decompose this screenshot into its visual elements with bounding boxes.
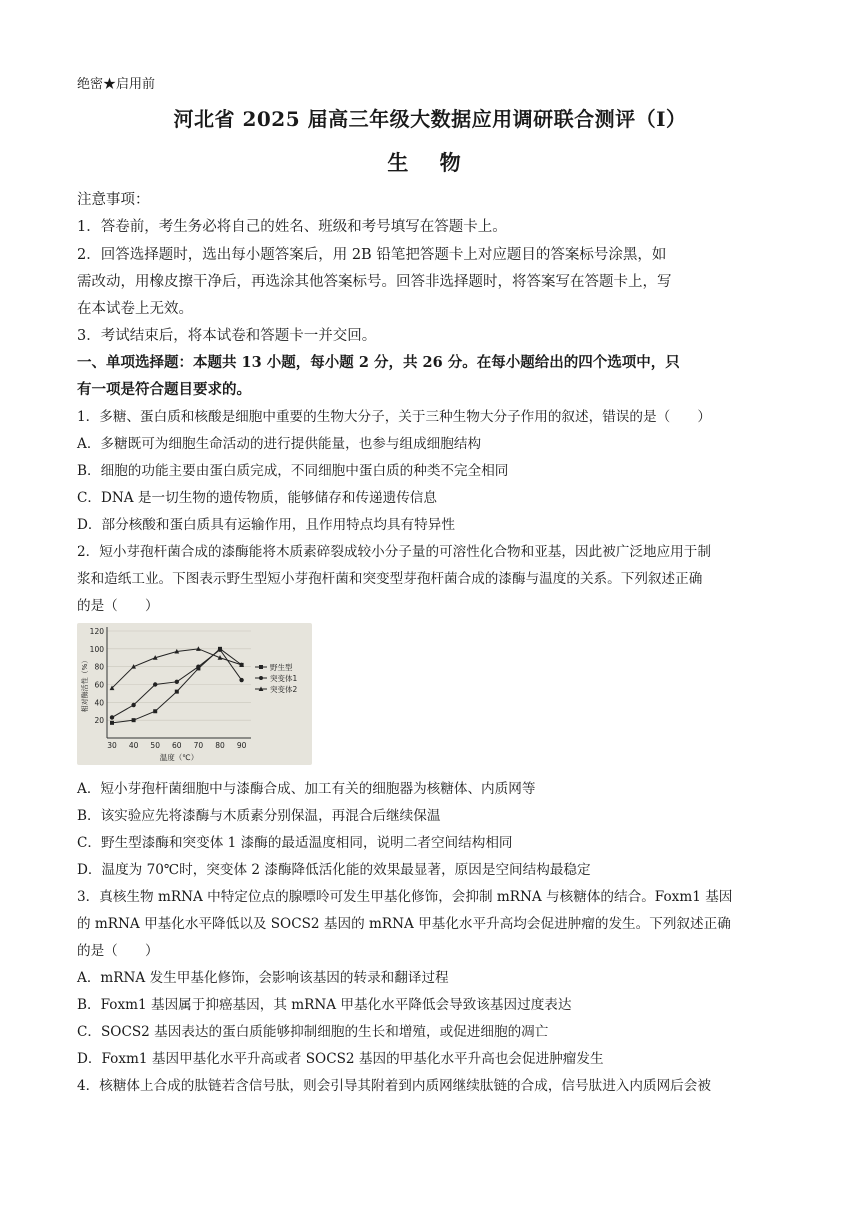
y-tick-label: 120 <box>89 627 104 636</box>
legend-label: 突变体1 <box>270 674 298 683</box>
data-point <box>153 682 157 686</box>
notice-item: 1．答卷前，考生务必将自己的姓名、班级和考号填写在答题卡上。 <box>77 219 507 235</box>
y-tick-label: 60 <box>94 680 104 690</box>
section-heading: 有一项是符合题目要求的。 <box>77 381 251 398</box>
subject-title: 生 物 <box>387 150 473 175</box>
question-option: C．SOCS2 基因表达的蛋白质能够抑制细胞的生长和增殖，或促进细胞的凋亡 <box>77 1024 549 1040</box>
legend-label: 野生型 <box>270 663 293 672</box>
question-stem: 浆和造纸工业。下图表示野生型短小芽孢杆菌和突变型芽孢杆菌合成的漆酶与温度的关系。下列叙述正确 <box>77 571 703 587</box>
question-stem: 的是（ ） <box>77 598 159 614</box>
y-tick-label: 80 <box>94 662 104 672</box>
x-axis-label: 温度（℃） <box>159 753 199 762</box>
legend-marker <box>259 665 263 669</box>
data-point <box>196 646 201 651</box>
data-point <box>196 664 200 668</box>
data-point <box>110 715 114 719</box>
question-option: C．DNA 是一切生物的遗传物质，能够储存和传递遗传信息 <box>77 490 437 506</box>
y-tick-label: 100 <box>89 644 104 654</box>
x-tick-label: 40 <box>128 741 139 750</box>
exam-title: 河北省 2025 届高三年级大数据应用调研联合测评（I） <box>173 107 687 131</box>
notice-item: 在本试卷上无效。 <box>77 301 193 317</box>
question-option: D．Foxm1 基因甲基化水平升高或者 SOCS2 基因的甲基化水平升高也会促进肿瘤发生 <box>77 1051 604 1067</box>
series-line <box>112 649 242 723</box>
question-option: A．多糖既可为细胞生命活动的进行提供能量，也参与组成细胞结构 <box>77 436 482 452</box>
y-tick-label: 20 <box>94 716 104 726</box>
question-option: A．短小芽孢杆菌细胞中与漆酶合成、加工有关的细胞器为核糖体、内质网等 <box>77 781 536 797</box>
question-stem: 的是（ ） <box>77 943 159 959</box>
y-tick-label: 40 <box>94 698 104 708</box>
question-option: D．部分核酸和蛋白质具有运输作用，且作用特点均具有特异性 <box>77 517 455 533</box>
data-point <box>175 690 179 694</box>
x-tick-label: 60 <box>172 741 182 750</box>
question-option: A．mRNA 发生甲基化修饰，会影响该基因的转录和翻译过程 <box>77 970 449 986</box>
question-option: B．该实验应先将漆酶与木质素分别保温，再混合后继续保温 <box>77 808 441 824</box>
x-tick-label: 90 <box>236 741 247 750</box>
data-point <box>239 678 243 682</box>
notice-heading: 注意事项： <box>77 192 150 208</box>
question-stem: 的 mRNA 甲基化水平降低以及 SOCS2 基因的 mRNA 甲基化水平升高均会促进肿瘤的发生。下列叙述正确 <box>77 916 731 932</box>
notice-item: 2．回答选择题时，选出每小题答案后，用 2B 铅笔把答题卡上对应题目的答案标号涂黑，如 <box>77 247 667 263</box>
legend-marker <box>259 676 263 680</box>
question-option: D．温度为 70℃时，突变体 2 漆酶降低活化能的效果最显著，原因是空间结构最稳定 <box>77 862 591 878</box>
question-stem: 1．多糖、蛋白质和核酸是细胞中重要的生物大分子，关于三种生物大分子作用的叙述，错误的是（ ） <box>77 409 711 425</box>
secret-label: 绝密★启用前 <box>77 77 156 92</box>
question-stem: 2．短小芽孢杆菌合成的漆酶能将木质素碎裂成较小分子量的可溶性化合物和亚基，因此被广泛地应用于制 <box>77 544 711 560</box>
question-stem: 3．真核生物 mRNA 中特定位点的腺嘌呤可发生甲基化修饰，会抑制 mRNA 与核糖体的结合。Foxm1 基因 <box>77 889 733 905</box>
enzyme-temperature-chart <box>77 623 312 765</box>
x-tick-label: 30 <box>107 741 117 750</box>
x-tick-label: 70 <box>193 741 204 750</box>
data-point <box>131 703 135 707</box>
notice-item: 需改动，用橡皮擦干净后，再选涂其他答案标号。回答非选择题时，将答案写在答题卡上，写 <box>77 274 672 290</box>
chart-svg <box>77 623 312 765</box>
question-stem: 4．核糖体上合成的肽链若含信号肽，则会引导其附着到内质网继续肽链的合成，信号肽进入内质网后会被 <box>77 1078 711 1094</box>
section-heading: 一、单项选择题：本题共 13 小题，每小题 2 分，共 26 分。在每小题给出的四个选项中，只 <box>77 354 680 371</box>
data-point <box>175 680 179 684</box>
x-tick-label: 80 <box>215 741 225 750</box>
data-point <box>110 721 114 725</box>
data-point <box>132 718 136 722</box>
legend-label: 突变体2 <box>270 685 298 694</box>
y-axis-label: 相对酶活性（%） <box>81 656 89 713</box>
x-tick-label: 50 <box>150 741 160 750</box>
question-option: B．Foxm1 基因属于抑癌基因，其 mRNA 甲基化水平降低会导致该基因过度表达 <box>77 997 572 1013</box>
question-option: C．野生型漆酶和突变体 1 漆酶的最适温度相同，说明二者空间结构相同 <box>77 835 513 851</box>
notice-item: 3．考试结束后，将本试卷和答题卡一并交回。 <box>77 328 377 344</box>
question-option: B．细胞的功能主要由蛋白质完成，不同细胞中蛋白质的种类不完全相同 <box>77 463 509 479</box>
data-point <box>153 709 157 713</box>
data-point <box>218 648 222 652</box>
